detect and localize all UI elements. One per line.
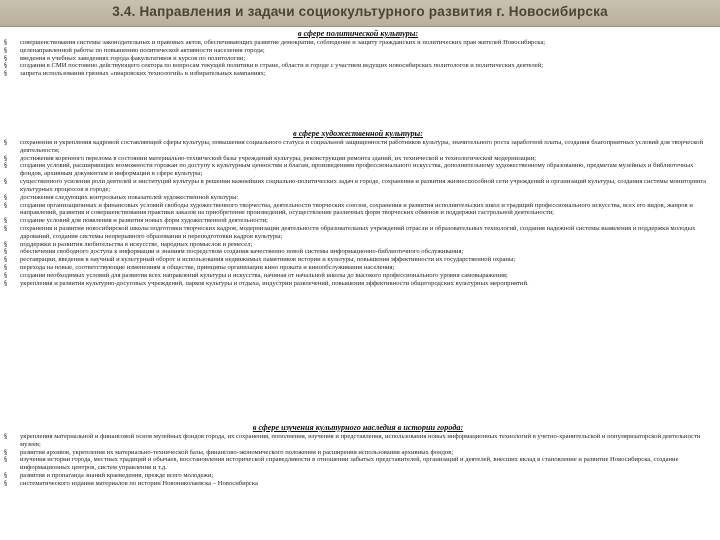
section-political-culture (2, 29, 714, 78)
bullet-icon: § (4, 279, 7, 287)
section-heading: в сфере художественной культуры: (293, 129, 423, 138)
bullet-icon: § (4, 240, 7, 248)
list-item-text: укрепления материальной и финансовой основ музейных фондов города, их сохранения, пополнения, изучения и представления, использования новых информационных технологий в учетно-хранительской и популяризаторской деятельности музеев; (20, 433, 701, 448)
list-item (2, 480, 714, 488)
bullet-icon: § (4, 162, 7, 170)
list-item-text: существенного усиления роли деятелей и институций культуры в решении важнейших социально-политических задач в городе, сохранения и развития жизнеспособной сети учреждений и организаций культуры, создания системы мониторинга культурных процессов в городе; (20, 178, 707, 193)
list-item-text: сохранения и развития новосибирской школы подготовки творческих кадров, модернизации деятельности образовательных учреждений отрасли и образовательных технологий, создания надежной системы выявления и поддержки молодых дарований, создания системы непрерывного образования и переподготовки кадров культуры; (20, 224, 696, 240)
bullet-icon: § (4, 217, 7, 225)
item-list (2, 433, 714, 488)
list-item (2, 241, 714, 249)
list-item (2, 155, 714, 163)
list-item-text: достижения следующих контрольных показателей художественной культуры: (20, 193, 239, 201)
bullet-icon: § (4, 479, 7, 487)
list-item (2, 194, 714, 202)
bullet-icon: § (4, 46, 7, 54)
list-item (2, 280, 714, 288)
list-item-text: создания в СМИ постоянно действующего сектора по вопросам текущей политики в стране, области и городе с участием ведущих новосибирских политологов и политических деятелей; (20, 62, 544, 70)
bullet-icon: § (4, 39, 7, 46)
slide-title: 3.4. Направления и задачи социокультурного развития г. Новосибирска (112, 4, 608, 19)
bullet-icon: § (4, 154, 7, 162)
bullet-icon: § (4, 448, 7, 456)
list-item (2, 272, 714, 280)
list-item (2, 202, 714, 218)
section-cultural-heritage (2, 423, 714, 488)
list-item (2, 225, 714, 241)
list-item-text: развития и пропаганда знаний краеведения, прежде всего молодежи; (20, 472, 214, 480)
list-item (2, 264, 714, 272)
list-item-text: создания организационных и финансовых условий свободы художественного творчества, деятельности творческих союзов, сохранения и развития исполнительских школ и традиций профессионального искусства, всех его видов, жанров и направлений, развития и совершенствования практики заказов на приобретение произведений, осуществление различных форм творческих обменов и поддержки гастрольной деятельности; (20, 201, 693, 217)
list-item (2, 433, 714, 449)
bullet-icon: § (4, 224, 7, 232)
bullet-icon: § (4, 256, 7, 264)
list-item (2, 70, 714, 78)
list-item (2, 248, 714, 256)
list-item (2, 39, 714, 47)
list-item-text: создание условий для появления и развития новых форм художественной деятельности; (20, 217, 268, 225)
bullet-icon: § (4, 54, 7, 62)
bullet-icon: § (4, 472, 7, 480)
title-bar (0, 0, 720, 27)
item-list (2, 139, 714, 287)
list-item (2, 62, 714, 70)
section-heading: в сфере изучения культурного наследия в истории города: (252, 423, 464, 432)
list-item-text: введения в учебных заведениях города факультативов и курсов по политологии; (20, 54, 246, 62)
bullet-icon: § (4, 433, 7, 440)
list-item (2, 178, 714, 194)
list-item-text: создания необходимых условий для развития всех направлений культуры и искусства, начиная от начальной школы до высокого профессионального уровня самовыражения; (20, 271, 508, 279)
list-item (2, 256, 714, 264)
bullet-icon: § (4, 271, 7, 279)
list-item-text: целенаправленной работы по повышению политической активности населения города; (20, 46, 265, 54)
list-item-text: перехода на новые, соответствующие изменениям в обществе, принципы организации кино проката и кинообслуживания населения; (20, 264, 395, 271)
list-item-text: создания условий, расширяющих возможности горожан по доступу к культурным ценностям и благам, произведениям профессионального искусства, дополнительному художественному образованию, предметам музейных и библиотечных фондов, архивным документам и информации в сфере культуры; (20, 162, 694, 178)
list-item (2, 139, 714, 155)
list-item (2, 217, 714, 225)
list-item-text: реставрации, введения в научный и культурный оборот и использования недвижимых памятников истории и культуры, повышения эффективности их государственной охраны; (20, 256, 516, 264)
list-item-text: систематического издания материалов по истории Новониколаевска – Новосибирска (20, 479, 258, 487)
list-item (2, 456, 714, 472)
list-item-text: совершенствования системы законодательных и правовых актов, обеспечивающих развитие демократии, соблюдение и защиту гражданских и политических прав жителей Новосибирска; (20, 39, 546, 46)
bullet-icon: § (4, 178, 7, 186)
list-item-text: укрепления и развития культурно-досуговых учреждений, парков культуры и отдыха, индустрии развлечений, повышения эффективности общегородских культурных мероприятий. (20, 279, 529, 287)
list-item-text: изучения истории города, местных традиций и обычаев, восстановления исторической справедливости в отношении забытых представителей, организаций и деятелей, внесших вклад в становление и развитие Новосибирска, создание информационных центров, систем управления и т.д. (20, 456, 679, 472)
list-item-text: поддержки и развития любительства в искусстве, народных промыслов и ремесел; (20, 240, 253, 248)
list-item (2, 472, 714, 480)
list-item (2, 162, 714, 178)
item-list (2, 39, 714, 78)
bullet-icon: § (4, 248, 7, 256)
list-item-text: сохранения и укрепления кадровой составляющей сферы культуры, повышения социального статуса и социальной защищенности работников культуры, значительного роста заработной платы, создания благоприятных условий для творческой деятельности; (20, 139, 704, 154)
list-item (2, 449, 714, 457)
bullet-icon: § (4, 70, 7, 78)
list-item-text: обеспечения свободного доступа к информации и знаниям посредством создания качественно новой системы информационно-библиотечного обслуживания; (20, 248, 464, 256)
list-item (2, 47, 714, 55)
section-artistic-culture (2, 129, 714, 287)
bullet-icon: § (4, 139, 7, 146)
section-heading: в сфере политической культуры: (297, 29, 419, 38)
list-item-text: запрета использования грязных «пиаровских технологий» в избирательных кампаниях; (20, 70, 266, 78)
bullet-icon: § (4, 62, 7, 70)
list-item-text: развития архивов, укрепления их материально-технической базы, финансово-экономического положения и расширения использования архивных фондов; (20, 448, 454, 456)
bullet-icon: § (4, 264, 7, 271)
bullet-icon: § (4, 456, 7, 464)
bullet-icon: § (4, 193, 7, 201)
list-item-text: достижения коренного перелома в состоянии материально-технической базы учреждений культуры, реконструкции ремонта зданий, их технической и технологической модернизации; (20, 154, 537, 162)
list-item (2, 55, 714, 63)
bullet-icon: § (4, 201, 7, 209)
